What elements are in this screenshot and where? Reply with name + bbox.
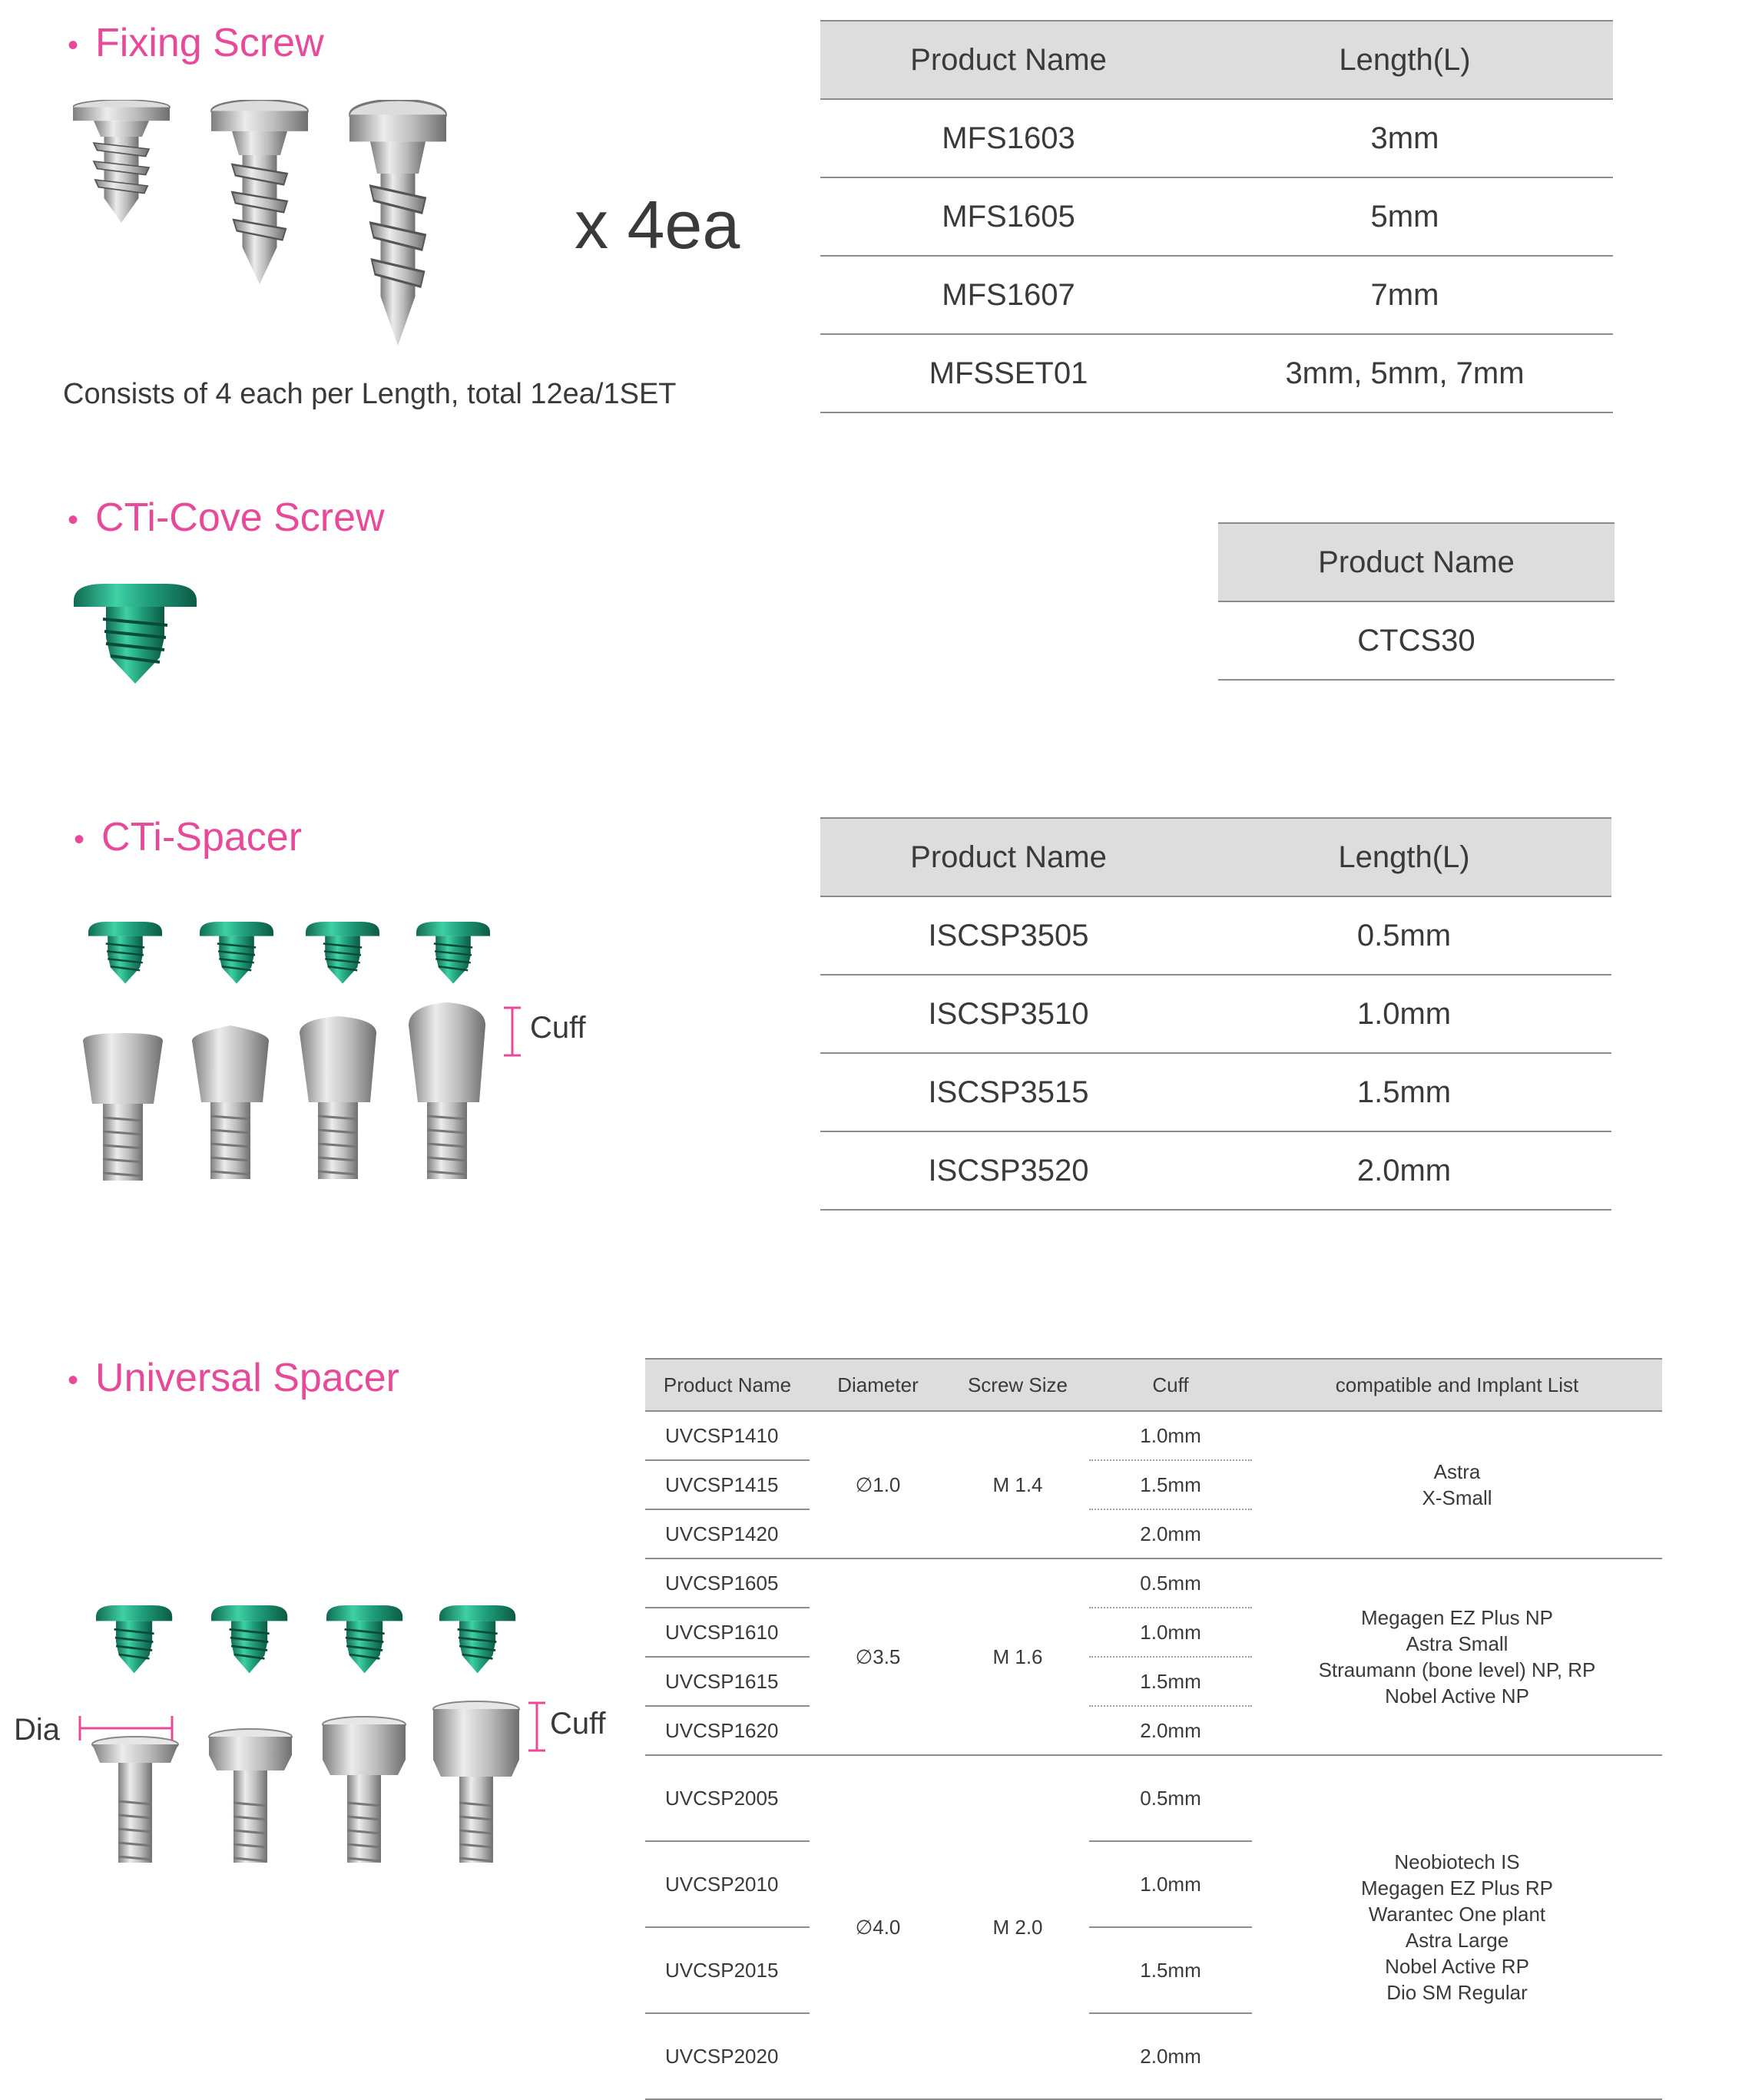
column-header-product-name: Product Name <box>820 818 1197 896</box>
cuff-cell: 1.0mm <box>1089 1841 1252 1927</box>
implant-item: Neobiotech IS <box>1394 1850 1520 1873</box>
cti-spacer-table <box>820 817 1611 1211</box>
screw-size-cell: M 2.0 <box>946 1755 1089 2099</box>
table-row <box>820 99 1613 177</box>
table-header-row <box>1218 523 1614 601</box>
product-name-cell: UVCSP1415 <box>645 1460 810 1509</box>
table-row <box>820 975 1611 1053</box>
diameter-cell: ∅4.0 <box>810 1755 946 2099</box>
universal-spacer-table <box>645 1358 1662 2100</box>
product-name-cell: MFSSET01 <box>820 334 1197 412</box>
product-name-cell: UVCSP2015 <box>645 1927 810 2013</box>
product-name-cell: UVCSP2005 <box>645 1755 810 1841</box>
fixing-screw-multiplier: x 4ea <box>575 187 740 263</box>
implant-item: Megagen EZ Plus RP <box>1360 1876 1553 1900</box>
length-cell: 5mm <box>1197 177 1613 256</box>
product-name-cell: UVCSP1610 <box>645 1608 810 1657</box>
cti-spacer-image <box>77 918 522 1202</box>
product-name-cell: UVCSP1420 <box>645 1509 810 1558</box>
implant-item: Megagen EZ Plus NP <box>1360 1606 1553 1629</box>
cuff-cell: 0.5mm <box>1089 1558 1252 1608</box>
cuff-cell: 2.0mm <box>1089 1509 1252 1558</box>
length-cell: 0.5mm <box>1197 896 1611 975</box>
length-cell: 7mm <box>1197 256 1613 334</box>
table-row <box>820 256 1613 334</box>
cuff-cell: 1.5mm <box>1089 1460 1252 1509</box>
product-name-cell: UVCSP1615 <box>645 1657 810 1706</box>
table-row <box>645 1755 1662 1841</box>
cuff-cell: 2.0mm <box>1089 1706 1252 1755</box>
column-header-diameter: Diameter <box>810 1359 946 1411</box>
table-header-row <box>820 21 1613 99</box>
column-header-product-name: Product Name <box>1218 523 1614 601</box>
cuff-cell: 1.0mm <box>1089 1608 1252 1657</box>
section-title-fixing-screw: • Fixing Screw <box>68 21 324 65</box>
length-cell: 3mm <box>1197 99 1613 177</box>
diameter-cell: ∅1.0 <box>810 1411 946 1558</box>
product-name-cell: UVCSP2010 <box>645 1841 810 1927</box>
cuff-label: Cuff <box>550 1707 606 1741</box>
table-header-row <box>820 818 1611 896</box>
column-header-product-name: Product Name <box>645 1359 810 1411</box>
product-name-cell: UVCSP1620 <box>645 1706 810 1755</box>
cuff-label: Cuff <box>530 1011 586 1045</box>
table-row <box>820 177 1613 256</box>
cuff-cell: 0.5mm <box>1089 1755 1252 1841</box>
product-name-cell: UVCSP2020 <box>645 2013 810 2099</box>
universal-spacer-title: Universal Spacer <box>95 1356 399 1400</box>
product-name-cell: ISCSP3505 <box>820 896 1197 975</box>
product-name-cell: UVCSP1410 <box>645 1411 810 1460</box>
column-header-length: Length(L) <box>1197 818 1611 896</box>
product-name-cell: UVCSP1605 <box>645 1558 810 1608</box>
table-row <box>1218 601 1614 680</box>
column-header-screw-size: Screw Size <box>946 1359 1089 1411</box>
cuff-cell: 1.0mm <box>1089 1411 1252 1460</box>
length-cell: 1.5mm <box>1197 1053 1611 1131</box>
implant-item: Dio SM Regular <box>1386 1981 1528 2004</box>
cuff-bracket-icon <box>525 1701 548 1752</box>
length-cell: 1.0mm <box>1197 975 1611 1053</box>
universal-spacer-image <box>84 1601 538 1886</box>
cuff-bracket-icon <box>501 1006 524 1057</box>
cuff-cell: 1.5mm <box>1089 1657 1252 1706</box>
implant-item: Straumann (bone level) NP, RP <box>1318 1658 1596 1681</box>
implant-item: Nobel Active RP <box>1385 1955 1529 1978</box>
table-row <box>820 896 1611 975</box>
implant-list-cell <box>1252 1755 1662 2099</box>
fixing-screw-note: Consists of 4 each per Length, total 12ea/1SET <box>63 378 677 410</box>
cuff-cell: 2.0mm <box>1089 2013 1252 2099</box>
product-name-cell: MFS1607 <box>820 256 1197 334</box>
implant-item: Astra <box>1433 1460 1481 1483</box>
section-title-universal-spacer: • Universal Spacer <box>68 1356 399 1400</box>
cti-spacer-title: CTi-Spacer <box>101 815 303 860</box>
screw-size-cell: M 1.4 <box>946 1411 1089 1558</box>
length-cell: 2.0mm <box>1197 1131 1611 1210</box>
cove-screw-image <box>74 584 197 691</box>
product-name-cell: MFS1605 <box>820 177 1197 256</box>
table-row <box>645 1411 1662 1460</box>
dia-dimension-icon <box>77 1713 177 1744</box>
implant-list-cell <box>1252 1558 1662 1755</box>
fixing-screw-image <box>73 100 603 369</box>
column-header-implant-list: compatible and Implant List <box>1252 1359 1662 1411</box>
product-name-cell: ISCSP3520 <box>820 1131 1197 1210</box>
cove-screw-table <box>1218 522 1614 681</box>
cove-screw-title: CTi-Cove Screw <box>95 495 385 540</box>
implant-item: Warantec One plant <box>1368 1903 1546 1926</box>
table-header-row <box>645 1359 1662 1411</box>
column-header-product-name: Product Name <box>820 21 1197 99</box>
implant-list-cell <box>1252 1411 1662 1558</box>
section-title-cti-spacer: • CTi-Spacer <box>74 815 303 860</box>
table-row <box>820 1131 1611 1210</box>
product-name-cell: ISCSP3515 <box>820 1053 1197 1131</box>
column-header-length: Length(L) <box>1197 21 1613 99</box>
implant-item: Astra Large <box>1405 1929 1509 1952</box>
fixing-screw-table <box>820 20 1613 413</box>
implant-item: Astra Small <box>1406 1632 1509 1655</box>
cuff-cell: 1.5mm <box>1089 1927 1252 2013</box>
length-cell: 3mm, 5mm, 7mm <box>1197 334 1613 412</box>
product-name-cell: MFS1603 <box>820 99 1197 177</box>
screw-size-cell: M 1.6 <box>946 1558 1089 1755</box>
product-name-cell: ISCSP3510 <box>820 975 1197 1053</box>
table-row <box>820 1053 1611 1131</box>
product-name-cell: CTCS30 <box>1218 601 1614 680</box>
dia-label: Dia <box>14 1713 61 1747</box>
fixing-screw-title: Fixing Screw <box>95 21 324 65</box>
section-title-cove-screw: • CTi-Cove Screw <box>68 495 385 540</box>
table-row <box>820 334 1613 412</box>
column-header-cuff: Cuff <box>1089 1359 1252 1411</box>
implant-item: X-Small <box>1422 1486 1492 1509</box>
implant-item: Nobel Active NP <box>1385 1684 1529 1707</box>
table-row <box>645 1558 1662 1608</box>
diameter-cell: ∅3.5 <box>810 1558 946 1755</box>
